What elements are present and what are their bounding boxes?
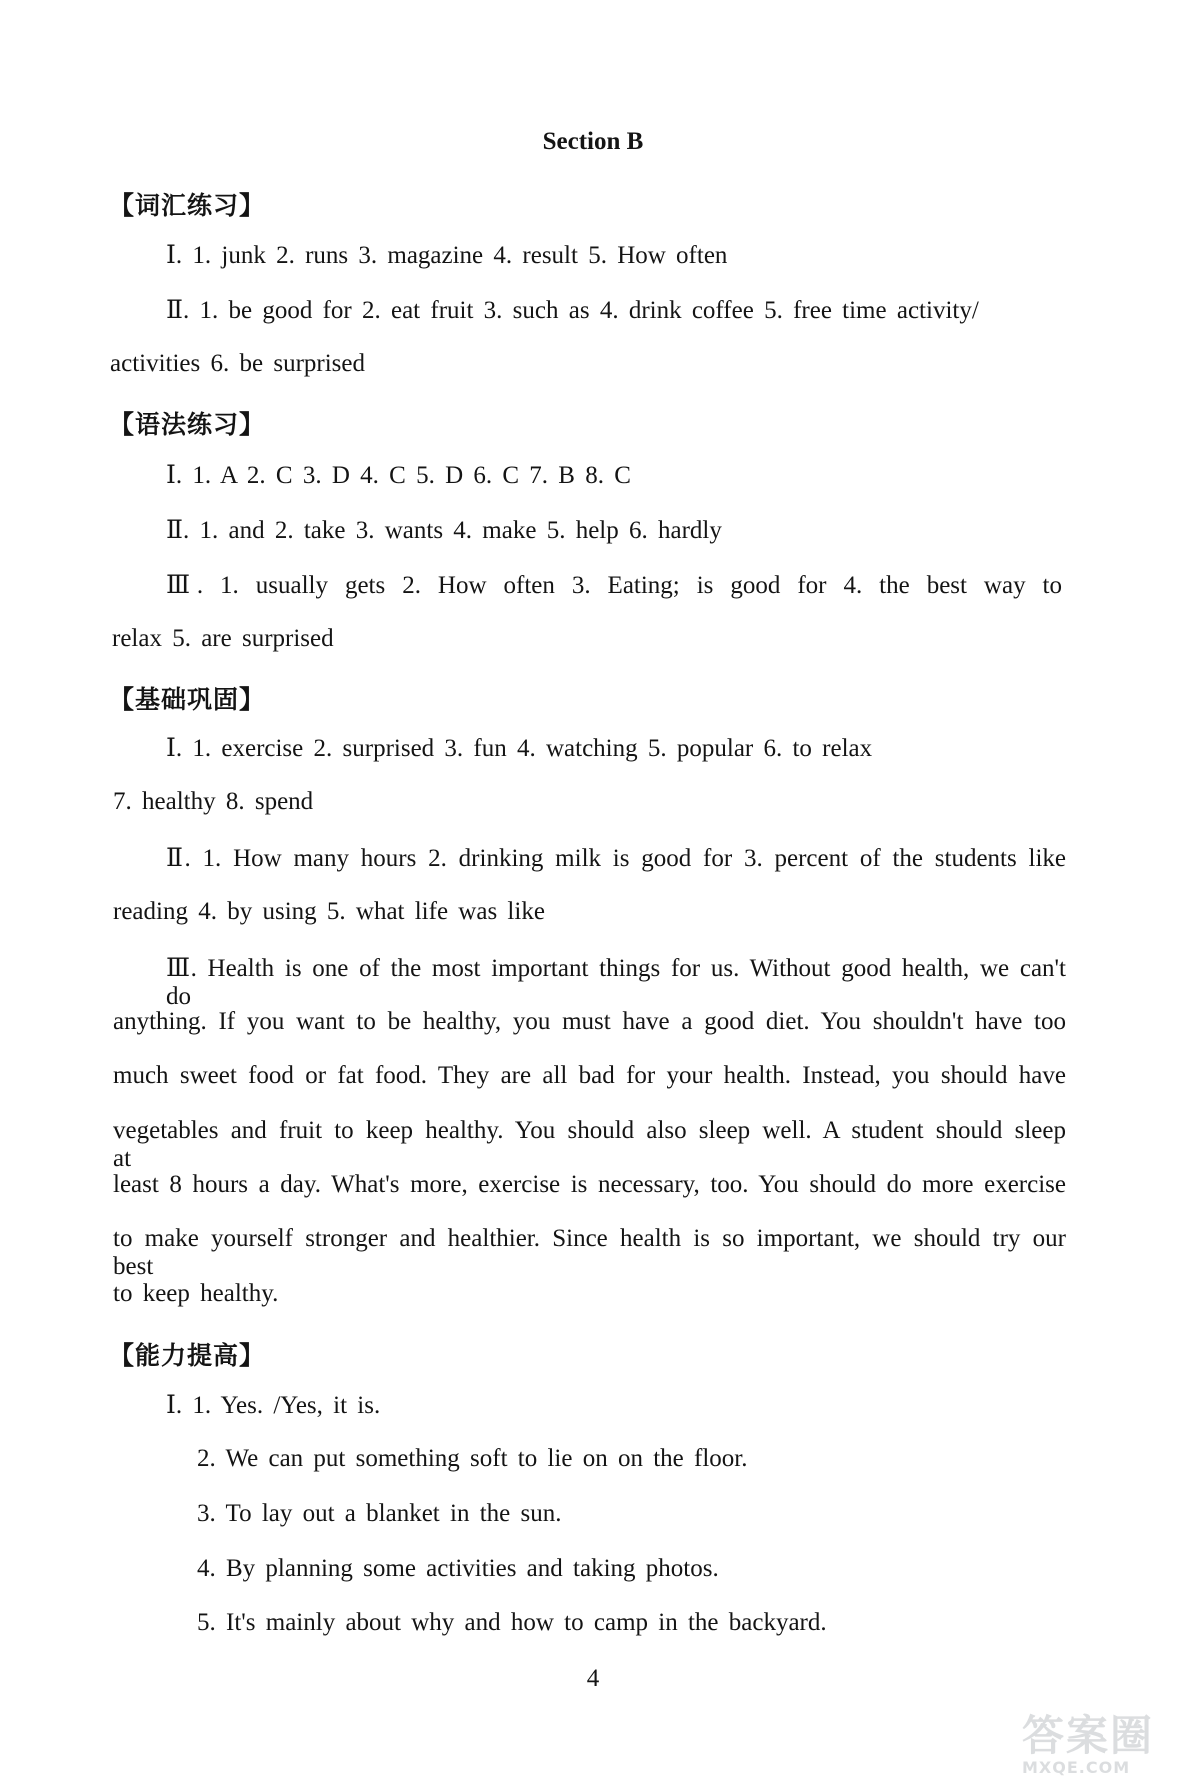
answer-line: relax 5. are surprised [112,625,334,652]
answer-line: Ⅰ. 1. Yes. /Yes, it is. [166,1392,381,1419]
paragraph-line: to make yourself stronger and healthier. Since health is so important, we should try our best [113,1225,1066,1280]
answer-line: Ⅱ. 1. How many hours 2. drinking milk is good for 3. percent of the students like [166,845,1066,872]
paragraph-line: vegetables and fruit to keep healthy. You should also sleep well. A student should sleep at [113,1117,1066,1172]
answer-line: activities 6. be surprised [110,350,365,377]
answer-line: Ⅱ. 1. and 2. take 3. wants 4. make 5. help 6. hardly [166,517,722,544]
section-heading-grammar: 【语法练习】 [109,410,266,439]
paragraph-line: much sweet food or fat food. They are all bad for your health. Instead, you should have [113,1062,1066,1089]
answer-line: Ⅰ. 1. junk 2. runs 3. magazine 4. result 5. How often [166,242,728,269]
paragraph-line: to keep healthy. [113,1280,279,1307]
answer-line: 2. We can put something soft to lie on on the floor. [197,1445,748,1472]
answer-line: Ⅲ. 1. usually gets 2. How often 3. Eating; is good for 4. the best way to [166,572,1062,599]
section-heading-vocabulary: 【词汇练习】 [109,191,266,220]
answer-line: 4. By planning some activities and taking photos. [197,1555,719,1582]
answer-line: reading 4. by using 5. what life was like [113,898,545,925]
answer-line: Ⅰ. 1. A 2. C 3. D 4. C 5. D 6. C 7. B 8. C [166,462,631,489]
watermark-logo [1022,1711,1172,1784]
section-heading-improvement: 【能力提高】 [109,1341,266,1370]
answer-line: 3. To lay out a blanket in the sun. [197,1500,562,1527]
section-heading-foundation: 【基础巩固】 [109,685,266,714]
answer-line: Ⅱ. 1. be good for 2. eat fruit 3. such as 4. drink coffee 5. free time activity/ [166,297,979,324]
answer-line: 5. It's mainly about why and how to camp in the backyard. [197,1609,827,1636]
answer-line: 7. healthy 8. spend [113,788,314,815]
watermark-url: MXQE.COM [1022,1758,1131,1777]
page-title: Section B [542,128,644,155]
paragraph-line: least 8 hours a day. What's more, exercise is necessary, too. You should do more exercise [113,1171,1066,1198]
paragraph-line: anything. If you want to be healthy, you must have a good diet. You shouldn't have too [113,1008,1066,1035]
answer-line: Ⅰ. 1. exercise 2. surprised 3. fun 4. watching 5. popular 6. to relax [166,735,873,762]
paragraph-line: Ⅲ. Health is one of the most important things for us. Without good health, we can't do [166,955,1066,1010]
watermark-text: 答案圈 [1022,1711,1155,1760]
page-number: 4 [586,1665,600,1692]
